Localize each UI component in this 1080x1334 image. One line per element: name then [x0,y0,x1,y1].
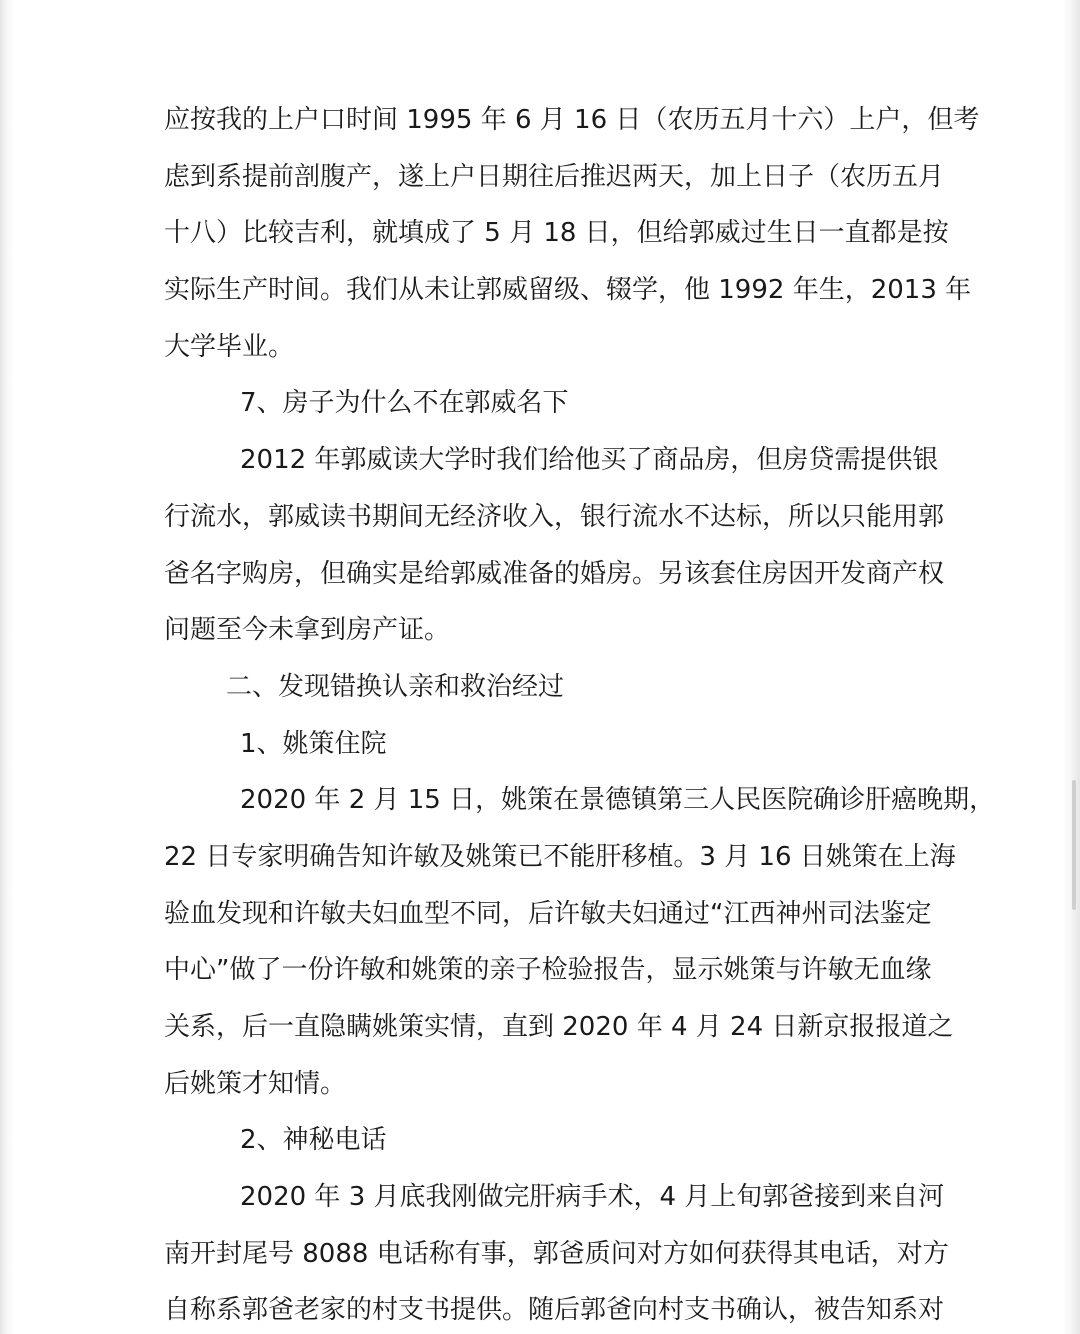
paragraph [164,1169,949,1334]
paragraph [164,432,945,659]
paragraph-line: 22 日专家明确告知许敏及姚策已不能肝移植。3 月 16 日姚策在上海 [164,841,956,872]
paragraph-line: 关系，后一直隐瞒姚策实情，直到 2020 年 4 月 24 日新京报报道之 [164,1012,954,1042]
paragraph-line: 爸名字购房，但确实是给郭威准备的婚房。另该套住房因开发商产权 [164,558,945,589]
paragraph-line: 大学毕业。 [164,331,295,362]
subsection-heading: 7、房子为什么不在郭威名下 [240,388,569,419]
paragraph-line: 2020 年 3 月底我刚做完肝病手术，4 月上旬郭爸接到来自河 [240,1182,945,1213]
scrollbar[interactable] [1072,780,1076,910]
paragraph-line: 问题至今未拿到房产证。 [164,615,451,646]
paragraph-line: 后姚策才知情。 [164,1068,347,1099]
paragraph [164,772,996,1112]
paragraph-line: 南开封尾号 8088 电话称有事，郭爸质问对方如何获得其电话，对方 [164,1238,949,1269]
paragraph-line: 行流水，郭威读书期间无经济收入，银行流水不达标，所以只能用郭 [164,501,945,532]
paragraph-line: 十八）比较吉利，就填成了 5 月 18 日，但给郭威过生日一直都是按 [164,218,949,249]
paragraph-line: 验血发现和许敏夫妇血型不同，后许敏夫妇通过“江西神州司法鉴定 [164,898,932,929]
paragraph [164,92,980,375]
subsection-heading: 2、神秘电话 [240,1125,387,1156]
paragraph-line: 虑到系提前剖腹产，遂上户日期往后推迟两天，加上日子（农历五月 [164,161,945,192]
subsection-heading: 1、姚策住院 [240,728,387,759]
paragraph-line: 应按我的上户口时间 1995 年 6 月 16 日（农历五月十六）上户，但考 [164,105,980,135]
document-body [164,92,996,1334]
paragraph-line: 中心”做了一份许敏和姚策的亲子检验报告，显示姚策与许敏无血缘 [164,955,932,986]
paragraph-line: 实际生产时间。我们从未让郭威留级、辍学，他 1992 年生，2013 年 [164,275,972,306]
section-heading: 二、发现错换认亲和救治经过 [226,671,565,702]
paragraph-line: 2012 年郭威读大学时我们给他买了商品房，但房贷需提供银 [240,445,939,476]
paragraph-line: 自称系郭爸老家的村支书提供。随后郭爸向村支书确认，被告知系对 [164,1295,945,1326]
paragraph-line: 2020 年 2 月 15 日，姚策在景德镇第三人民医院确诊肝癌晚期， [240,785,996,816]
